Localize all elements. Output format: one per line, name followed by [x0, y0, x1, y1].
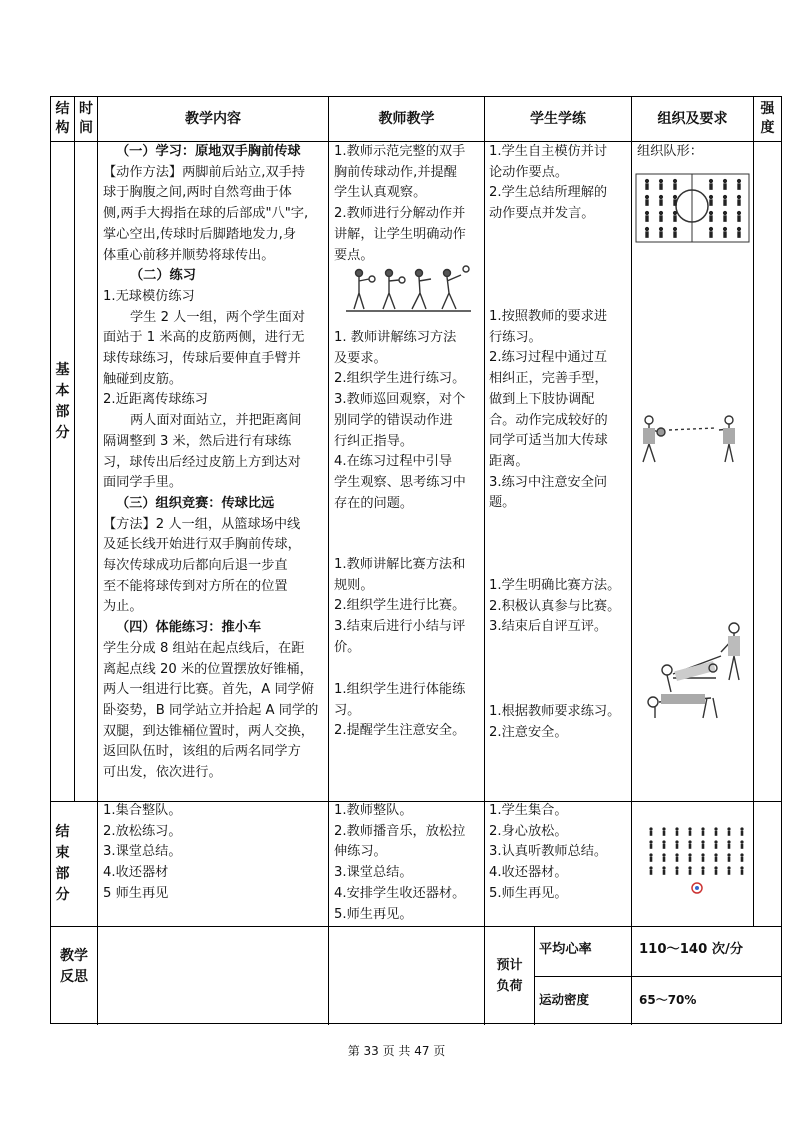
text-line: 4.收还器材。 [489, 865, 568, 881]
student-marker [645, 231, 648, 238]
student-marker [709, 195, 713, 199]
student-marker [663, 831, 666, 836]
text-line: 动作要点并发言。 [489, 206, 595, 222]
text-line: 价。 [334, 639, 361, 655]
student-marker [723, 179, 727, 183]
text-line: 习，球传出后经过皮筋上方到达对 [103, 454, 301, 470]
text-line: 2.注意安全。 [489, 724, 568, 740]
student-marker [741, 870, 744, 875]
text-line: 4.安排学生收还器材。 [334, 885, 466, 901]
header-teacher: 教师教学 [378, 110, 435, 127]
text-line: （四）体能练习：推小车 [116, 620, 262, 636]
text-line: 及要求。 [334, 350, 387, 366]
text-line: 5.师生再见。 [334, 906, 413, 922]
text-line: 2.学生总结所理解的 [489, 185, 608, 201]
student-marker [673, 195, 677, 199]
student-marker [645, 199, 648, 206]
text-line: 2.组织学生进行比赛。 [334, 598, 466, 614]
student-marker [709, 179, 713, 183]
text-line: 可出发，依次进行。 [103, 765, 222, 781]
student-marker [737, 231, 740, 238]
ending-formation-diagram [643, 825, 753, 897]
student-block-3 [489, 576, 620, 638]
student-marker [701, 827, 704, 830]
text-line: 题。 [489, 495, 516, 511]
student-marker [688, 853, 691, 856]
text-line: 1.教师示范完整的双手 [334, 144, 466, 159]
text-line: 2.练习过程中通过互 [489, 350, 608, 366]
hr-value: 110～140 次/分 [639, 942, 744, 957]
text-line: 1. 教师讲解练习方法 [334, 330, 457, 345]
section-label-reflection: 教学 反思 [60, 948, 88, 985]
student-marker [675, 866, 678, 869]
student-marker [645, 215, 648, 222]
text-line: 合。动作完成较好的 [489, 412, 608, 428]
student-marker [740, 840, 743, 843]
teacher-block-4 [334, 680, 465, 742]
text-line: 相纠正，完善手型， [489, 371, 608, 387]
text-line: 1.无球模仿练习 [103, 288, 195, 304]
student-marker [723, 183, 726, 190]
student-marker [650, 857, 653, 862]
grid-line [74, 97, 75, 801]
text-line: 胸前传球动作,并提醒 [334, 164, 457, 180]
student-marker [659, 183, 662, 190]
text-line: 为止。 [103, 599, 143, 615]
text-line: 伸练习。 [334, 844, 387, 860]
student-marker [723, 195, 727, 199]
student-marker [728, 857, 731, 862]
text-line: 两人一组进行比赛。首先，A 同学俯 [103, 682, 315, 698]
header-content: 教学内容 [185, 110, 241, 127]
text-line: 做到上下肢协调配 [489, 391, 595, 407]
student-marker [675, 840, 678, 843]
student-marker [688, 866, 691, 869]
student-marker [727, 827, 730, 830]
student-marker [673, 183, 676, 190]
student-marker [676, 831, 679, 836]
student-marker [740, 827, 743, 830]
grid-line [534, 976, 781, 977]
text-line: 体重心前移并顺势将球传出。 [103, 247, 275, 263]
density-label: 运动密度 [539, 992, 590, 1007]
student-marker [715, 857, 718, 862]
teacher-block-2 [334, 328, 466, 514]
text-line: 存在的问题。 [334, 495, 414, 511]
student-marker [659, 199, 662, 206]
student-marker [649, 827, 652, 830]
student-marker [650, 870, 653, 875]
text-line: 要点。 [334, 247, 374, 263]
student-marker [673, 227, 677, 231]
text-line: 1.学生集合。 [489, 803, 568, 818]
hr-label: 平均心率 [539, 942, 592, 957]
student-marker [702, 870, 705, 875]
student-marker [673, 179, 677, 183]
header-student: 学生学练 [530, 110, 586, 127]
student-marker [659, 211, 663, 215]
student-marker [728, 844, 731, 849]
text-line: 面同学手里。 [103, 475, 183, 491]
student-marker [709, 231, 712, 238]
text-line: 1.学生自主模仿并讨 [489, 144, 608, 159]
text-line: 5 师生再见 [103, 885, 169, 901]
text-line: 触碰到皮筋。 [103, 371, 183, 387]
student-marker [701, 853, 704, 856]
text-line: （三）组织竞赛：传球比远 [116, 495, 275, 511]
student-marker [714, 866, 717, 869]
student-marker [650, 831, 653, 836]
text-line: 4.收还器材 [103, 865, 169, 881]
student-marker [701, 840, 704, 843]
text-line: 2.教师播音乐，放松拉 [334, 823, 466, 839]
text-line: 2.教师进行分解动作并 [334, 206, 466, 222]
student-marker [714, 827, 717, 830]
formation-diagram [635, 173, 750, 243]
text-line: 【动作方法】两脚前后站立,双手持 [103, 164, 306, 180]
student-marker [728, 870, 731, 875]
text-line: 3.认真听教师总结。 [489, 844, 608, 860]
text-line: 3.结束后进行小结与评 [334, 619, 466, 635]
student-marker [714, 853, 717, 856]
student-marker [649, 866, 652, 869]
student-marker [702, 857, 705, 862]
grid-line [97, 97, 98, 1025]
student-marker [715, 831, 718, 836]
ending-student [489, 801, 607, 905]
text-line: 1.教师整队。 [334, 803, 413, 818]
text-line: 离起点线 20 米的位置摆放好锥桶， [103, 661, 313, 677]
text-line: 规则。 [334, 577, 374, 593]
student-marker [737, 211, 741, 215]
student-marker [741, 831, 744, 836]
text-line: 球于胸腹之间,两时自然弯曲于体 [103, 185, 292, 201]
student-marker [715, 844, 718, 849]
student-block-4 [489, 702, 620, 743]
load-label: 预计 负荷 [496, 958, 523, 994]
student-marker [741, 857, 744, 862]
section-label-basic: 基 本 部 分 [55, 362, 70, 441]
text-line: 学生分成 8 组站在起点线后，在距 [103, 640, 305, 656]
student-marker [663, 857, 666, 862]
header-structure: 结 构 [55, 101, 70, 136]
text-line: 卧姿势，B 同学站立并拾起 A 同学的 [103, 702, 319, 718]
student-marker [663, 870, 666, 875]
text-line: 返回队伍时，该组的后两名同学方 [103, 744, 301, 760]
student-marker [701, 866, 704, 869]
wheelbarrow-figure [641, 622, 751, 722]
text-line: 3.课堂总结。 [334, 865, 413, 881]
text-line: 同学可适当加大传球 [489, 433, 608, 449]
student-marker [673, 211, 677, 215]
student-marker [737, 227, 741, 231]
text-line: 1.教师讲解比赛方法和 [334, 557, 466, 572]
student-marker [676, 870, 679, 875]
lesson-plan-table [50, 96, 782, 1024]
text-line: 5.师生再见。 [489, 885, 568, 901]
text-line: 3.课堂总结。 [103, 844, 182, 860]
text-line: 2.身心放松。 [489, 823, 568, 839]
teacher-block-1 [334, 142, 466, 266]
student-marker [709, 227, 713, 231]
student-marker [675, 853, 678, 856]
text-line: 每次传球成功后都向后退一步直 [103, 558, 288, 574]
student-marker [649, 840, 652, 843]
student-marker [723, 231, 726, 238]
student-marker [688, 827, 691, 830]
grid-line [484, 97, 485, 1025]
student-marker [688, 840, 691, 843]
student-marker [649, 853, 652, 856]
student-marker [676, 857, 679, 862]
text-line: 2.放松练习。 [103, 823, 182, 839]
student-marker [723, 227, 727, 231]
text-line: 距离。 [489, 453, 529, 469]
text-line: 学生认真观察。 [334, 185, 427, 201]
student-marker [645, 211, 649, 215]
text-line: 4.在练习过程中引导 [334, 454, 453, 470]
student-marker [741, 844, 744, 849]
student-marker [659, 215, 662, 222]
student-marker [737, 183, 740, 190]
pair-passing-figure [637, 412, 745, 472]
ending-teacher [334, 801, 465, 925]
header-org: 组织及要求 [657, 110, 728, 127]
ending-content [103, 801, 182, 905]
student-marker [645, 183, 648, 190]
header-time: 时 间 [79, 101, 93, 136]
student-marker [723, 211, 727, 215]
student-marker [728, 831, 731, 836]
student-marker [659, 227, 663, 231]
text-line: 习。 [334, 702, 361, 718]
student-marker [673, 215, 676, 222]
text-line: 1.组织学生进行体能练 [334, 682, 466, 697]
student-marker [737, 199, 740, 206]
org-title: 组织队形： [637, 144, 703, 159]
header-intensity: 强 度 [760, 101, 775, 136]
text-line: 隔调整到 3 米，然后进行有球练 [103, 433, 292, 449]
text-line: 1.根据教师要求练习。 [489, 704, 621, 719]
student-marker [737, 215, 740, 222]
student-marker [702, 831, 705, 836]
student-marker [709, 215, 712, 222]
student-marker [689, 857, 692, 862]
text-line: 2.积极认真参与比赛。 [489, 598, 621, 614]
student-marker [740, 853, 743, 856]
text-line: 讲解，让学生明确动作 [334, 226, 466, 242]
text-line: 掌心空出,传球时后脚踏地发力,身 [103, 226, 297, 242]
student-block-2 [489, 307, 608, 514]
student-marker [675, 827, 678, 830]
student-marker [662, 866, 665, 869]
text-line: 侧,两手大拇指在球的后部成"八"字, [103, 206, 309, 222]
text-line: （一）学习：原地双手胸前传球 [116, 144, 301, 159]
page-footer: 第 33 页 共 47 页 [347, 1044, 446, 1058]
student-marker [727, 853, 730, 856]
text-line: 3.结束后自评互评。 [489, 619, 608, 635]
text-line: 双腿，到达锥桶位置时，两人交换， [103, 723, 314, 739]
text-line: 行纠正指导。 [334, 433, 414, 449]
text-line: 行练习。 [489, 329, 542, 345]
student-marker [740, 866, 743, 869]
grid-line [631, 97, 632, 1025]
student-block-1 [489, 142, 607, 225]
density-value: 65～70% [639, 993, 697, 1007]
student-marker [715, 870, 718, 875]
text-line: 球传球练习，传球后要伸直手臂并 [103, 351, 301, 367]
text-line: 3.练习中注意安全问 [489, 474, 608, 490]
section-label-ending: 结 束 部 分 [55, 823, 70, 903]
text-line: 1.按照教师的要求进 [489, 309, 608, 324]
grid-line [328, 97, 329, 1025]
text-line: 学生 2 人一组，两个学生面对 [130, 309, 306, 325]
student-marker [663, 844, 666, 849]
grid-line [51, 926, 781, 927]
student-marker [709, 211, 713, 215]
student-marker [723, 215, 726, 222]
student-marker [676, 844, 679, 849]
student-marker [737, 179, 741, 183]
student-marker [662, 840, 665, 843]
text-line: 面站于 1 米高的皮筋两侧，进行无 [103, 330, 305, 346]
student-marker [673, 199, 676, 206]
student-marker [662, 853, 665, 856]
passing-demo-figures [341, 265, 476, 320]
student-marker [673, 231, 676, 238]
text-line: （二）练习 [130, 268, 196, 284]
text-line: 1.学生明确比赛方法。 [489, 578, 621, 593]
student-marker [709, 183, 712, 190]
student-marker [723, 199, 726, 206]
student-marker [659, 195, 663, 199]
basic-content [103, 142, 327, 784]
student-marker [727, 866, 730, 869]
student-marker [737, 195, 741, 199]
student-marker [709, 199, 712, 206]
text-line: 至不能将球传到对方所在的位置 [103, 578, 288, 594]
text-line: 及延长线开始进行双手胸前传球， [103, 537, 301, 553]
student-marker [727, 840, 730, 843]
student-marker [645, 195, 649, 199]
text-line: 【方法】2 人一组，从篮球场中线 [103, 516, 301, 532]
student-marker [650, 844, 653, 849]
student-marker [689, 870, 692, 875]
text-line: 1.集合整队。 [103, 803, 182, 818]
student-marker [689, 831, 692, 836]
text-line: 2.提醒学生注意安全。 [334, 723, 466, 739]
teacher-block-3 [334, 555, 465, 659]
student-marker [659, 231, 662, 238]
text-line: 2.近距离传球练习 [103, 392, 208, 408]
text-line: 3.教师巡回观察，对个 [334, 392, 466, 408]
student-marker [714, 840, 717, 843]
text-line: 两人面对面站立，并把距离间 [130, 413, 302, 429]
student-marker [645, 179, 649, 183]
text-line: 2.组织学生进行练习。 [334, 371, 466, 387]
student-marker [662, 827, 665, 830]
text-line: 学生观察、思考练习中 [334, 474, 466, 490]
student-marker [659, 179, 663, 183]
student-marker [689, 844, 692, 849]
text-line: 论动作要点。 [489, 164, 569, 180]
student-marker [645, 227, 649, 231]
text-line: 别同学的错误动作进 [334, 412, 453, 428]
student-marker [702, 844, 705, 849]
